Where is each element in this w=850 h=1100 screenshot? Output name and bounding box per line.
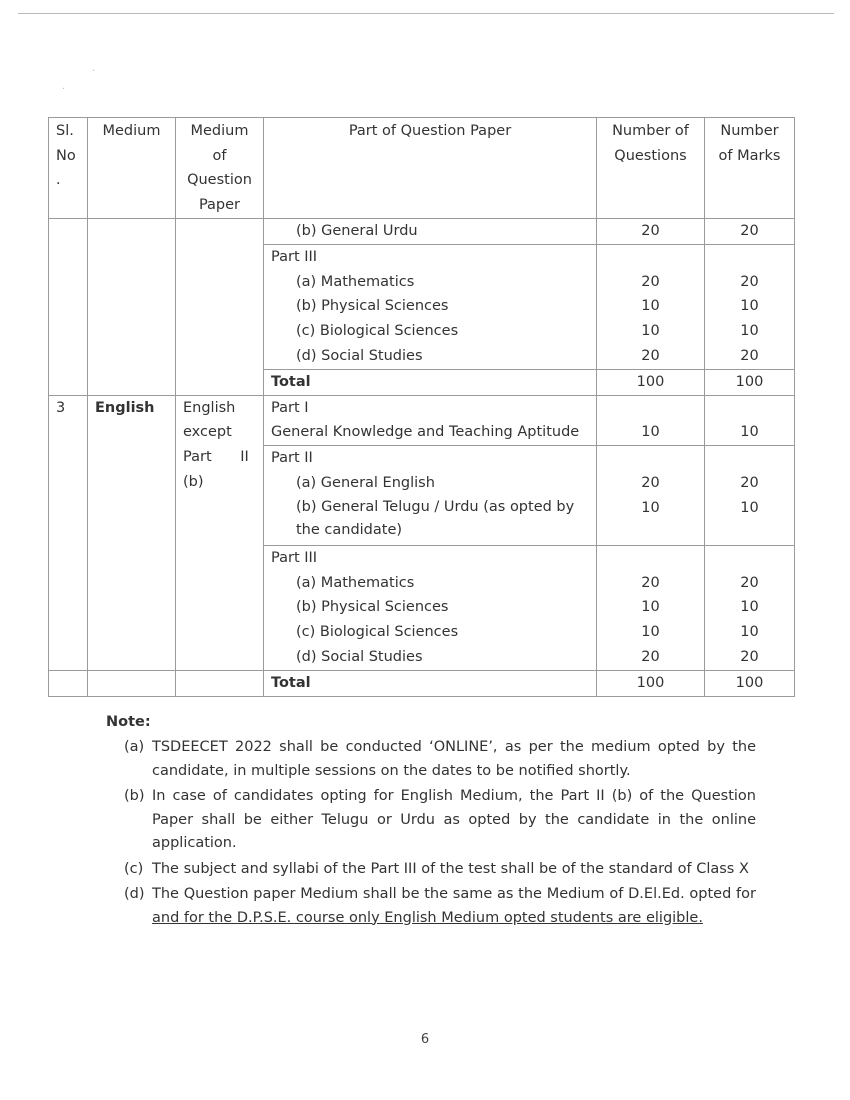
questions-value: 20 bbox=[641, 347, 660, 364]
questions-value: 20 bbox=[641, 474, 660, 491]
marks-value: 10 bbox=[740, 624, 759, 641]
note-text: In case of candidates opting for English Medium, the Part II (b) of the Question Paper shall be either Telugu or Urdu as opted by the candidate in the online application. bbox=[152, 788, 756, 851]
sl-no-cell bbox=[49, 395, 88, 670]
part-line: (b) General Urdu bbox=[296, 223, 418, 239]
note-label: (a) bbox=[124, 739, 145, 755]
part-line: (d) Social Studies bbox=[296, 347, 423, 364]
medium-qp-cell bbox=[176, 670, 264, 696]
sl-no-cell bbox=[49, 670, 88, 696]
questions-cell bbox=[597, 395, 705, 446]
marks-value: 20 bbox=[740, 474, 759, 491]
marks-value: 10 bbox=[740, 499, 759, 516]
medium-qp-cell bbox=[176, 395, 264, 670]
questions-value: 20 bbox=[641, 223, 660, 239]
part-line: (c) Biological Sciences bbox=[296, 624, 459, 641]
part-cell bbox=[264, 244, 597, 369]
medium-qp-line: English bbox=[183, 399, 236, 416]
medium-value: English bbox=[95, 399, 155, 416]
part-line: General Knowledge and Teaching Aptitude bbox=[271, 424, 580, 441]
table-row bbox=[49, 395, 795, 446]
marks-cell bbox=[705, 545, 795, 670]
top-rule bbox=[18, 13, 834, 14]
sl-no-cell bbox=[49, 219, 88, 396]
medium-qp-line: (b) bbox=[183, 473, 204, 490]
questions-value: 10 bbox=[641, 624, 660, 641]
part-line: (a) Mathematics bbox=[296, 574, 415, 591]
part-line: (a) General English bbox=[296, 474, 435, 491]
header-sl-no: Sl. No . bbox=[49, 118, 88, 219]
questions-value: 20 bbox=[641, 574, 660, 591]
note-item bbox=[106, 858, 756, 882]
marks-value: 10 bbox=[740, 323, 759, 340]
note-item bbox=[106, 883, 756, 930]
part-line: (c) Biological Sciences bbox=[296, 323, 459, 340]
questions-value: 10 bbox=[641, 599, 660, 616]
marks-cell bbox=[705, 395, 795, 446]
part-title: Part II bbox=[271, 450, 313, 467]
marks-value: 20 bbox=[740, 347, 759, 364]
total-label-cell bbox=[264, 369, 597, 395]
marks-value: 20 bbox=[740, 223, 759, 239]
marks-value: 10 bbox=[740, 424, 759, 441]
total-questions: 100 bbox=[636, 674, 665, 691]
part-title: Part I bbox=[271, 399, 309, 416]
part-cell bbox=[264, 219, 597, 245]
note-section bbox=[106, 710, 756, 930]
marks-cell bbox=[705, 446, 795, 546]
part-line: (d) Social Studies bbox=[296, 648, 423, 665]
total-row bbox=[49, 670, 795, 696]
questions-value: 20 bbox=[641, 273, 660, 290]
table-row bbox=[49, 219, 795, 245]
note-text bbox=[152, 883, 756, 930]
scan-speck: · bbox=[92, 66, 96, 77]
total-marks-cell bbox=[705, 670, 795, 696]
questions-value: 10 bbox=[641, 323, 660, 340]
note-item bbox=[106, 785, 756, 856]
part-line: (b) Physical Sciences bbox=[296, 599, 449, 616]
marks-value: 10 bbox=[740, 599, 759, 616]
medium-qp-line: except bbox=[183, 424, 232, 441]
total-questions-cell bbox=[597, 670, 705, 696]
note-text-underlined: and for the D.P.S.E. course only English Medium opted students are eligible. bbox=[152, 909, 703, 926]
part-title: Part III bbox=[271, 549, 318, 566]
total-questions-cell bbox=[597, 369, 705, 395]
part-line: (b) General Telugu / Urdu (as opted by the candidate) bbox=[296, 498, 575, 538]
medium-qp-line: Part II bbox=[183, 449, 249, 466]
marks-value: 20 bbox=[740, 273, 759, 290]
note-text: The subject and syllabi of the Part III of the test shall be of the standard of Class X bbox=[152, 860, 749, 877]
total-marks: 100 bbox=[735, 674, 764, 691]
total-label: Total bbox=[271, 674, 311, 691]
questions-value: 10 bbox=[641, 298, 660, 315]
marks-value: 20 bbox=[740, 574, 759, 591]
header-medium-qp: Medium of Question Paper bbox=[176, 118, 264, 219]
header-questions: Number of Questions bbox=[597, 118, 705, 219]
medium-cell bbox=[88, 670, 176, 696]
question-paper-table bbox=[48, 117, 795, 697]
part-title: Part III bbox=[271, 248, 318, 265]
sl-no-value: 3 bbox=[56, 399, 66, 416]
marks-value: 10 bbox=[740, 298, 759, 315]
note-label: (b) bbox=[124, 788, 145, 804]
questions-cell bbox=[597, 545, 705, 670]
marks-value: 20 bbox=[740, 648, 759, 665]
part-cell bbox=[264, 395, 597, 446]
note-label: (d) bbox=[124, 886, 145, 902]
part-cell bbox=[264, 446, 597, 546]
note-item bbox=[106, 736, 756, 783]
questions-value: 10 bbox=[641, 499, 660, 516]
questions-value: 20 bbox=[641, 648, 660, 665]
page-number: 6 bbox=[420, 1032, 430, 1047]
medium-cell bbox=[88, 395, 176, 670]
total-label: Total bbox=[271, 373, 311, 390]
questions-value: 10 bbox=[641, 424, 660, 441]
questions-cell bbox=[597, 219, 705, 245]
part-line: (a) Mathematics bbox=[296, 273, 415, 290]
table-header-row bbox=[49, 118, 795, 219]
header-part: Part of Question Paper bbox=[264, 118, 597, 219]
questions-cell bbox=[597, 244, 705, 369]
medium-cell bbox=[88, 219, 176, 396]
marks-cell bbox=[705, 244, 795, 369]
scan-speck: · bbox=[62, 84, 66, 95]
part-cell bbox=[264, 545, 597, 670]
medium-qp-cell bbox=[176, 219, 264, 396]
note-text-plain: The Question paper Medium shall be the same as the Medium of D.El.Ed. opted for bbox=[152, 886, 756, 902]
part-line: (b) Physical Sciences bbox=[296, 298, 449, 315]
note-label: (c) bbox=[124, 860, 144, 877]
total-marks-cell bbox=[705, 369, 795, 395]
total-questions: 100 bbox=[636, 373, 665, 390]
marks-cell bbox=[705, 219, 795, 245]
total-marks: 100 bbox=[735, 373, 764, 390]
questions-cell bbox=[597, 446, 705, 546]
header-marks: Number of Marks bbox=[705, 118, 795, 219]
header-medium: Medium bbox=[88, 118, 176, 219]
total-label-cell bbox=[264, 670, 597, 696]
note-title: Note: bbox=[106, 714, 151, 730]
note-text: TSDEECET 2022 shall be conducted ‘ONLINE’, as per the medium opted by the candidate, in multiple sessions on the dates to be notified shortly. bbox=[152, 739, 756, 779]
